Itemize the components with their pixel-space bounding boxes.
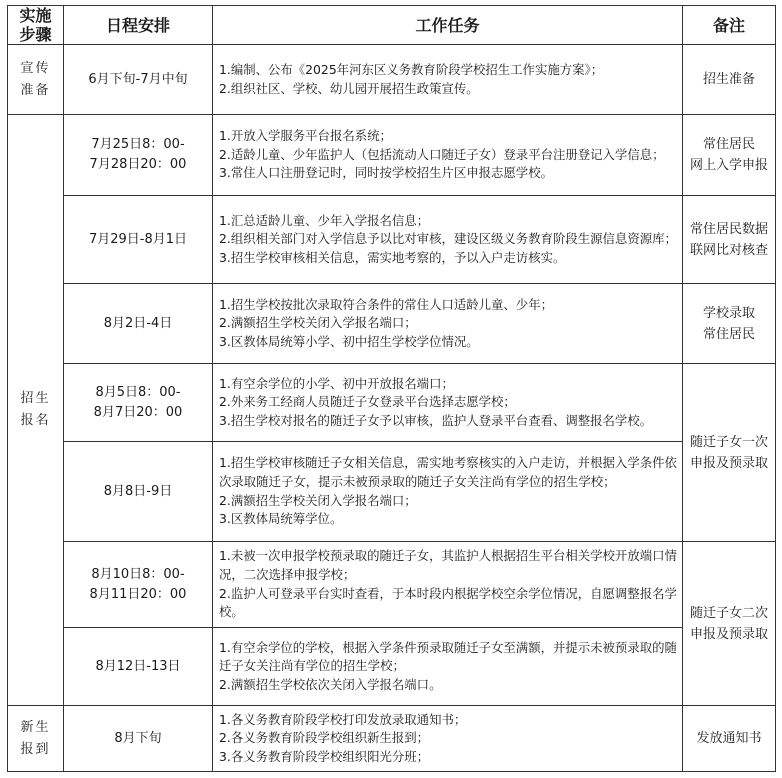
- step-cell: [8, 115, 64, 706]
- tasks-cell: [213, 115, 683, 196]
- text-line: 8月10日8：00-: [91, 566, 185, 582]
- table-row: [8, 706, 776, 772]
- task-item: 3.区教体局统筹小学、初中招生学校学位情况。: [219, 333, 479, 349]
- text-line: 8月2日-4日: [103, 315, 173, 331]
- text-line: 常住居民: [702, 326, 755, 342]
- text-line: 招生: [20, 391, 51, 406]
- header-note: 备注: [683, 6, 776, 45]
- text-line: 报名: [20, 413, 51, 428]
- schedule-cell: [64, 115, 213, 196]
- task-item: 2.组织社区、学校、幼儿园开展招生政策宣传。: [219, 80, 479, 96]
- task-item: 1.有空余学位的小学、初中开放报名端口；: [219, 375, 454, 391]
- task-item: 2.监护人可登录平台实时查看，于本时段内根据学校空余学位情况，自愿调整报名学校。: [219, 585, 677, 620]
- task-item: 1.未被一次申报学校预录取的随迁子女，其监护人根据招生平台相关学校开放端口情况，二次选择申报学校；: [219, 548, 677, 582]
- text-line: 8月5日8：00-: [95, 384, 181, 400]
- task-item: 1.汇总适龄儿童、少年入学报名信息；: [219, 212, 430, 228]
- text-line: 8月8日-9日: [103, 483, 173, 499]
- text-line: 新生: [20, 719, 51, 735]
- schedule-cell: [64, 542, 213, 628]
- task-item: 2.满额招生学校关闭入学报名端口；: [219, 315, 417, 331]
- note-cell: [683, 284, 776, 364]
- text-line: 常住居民: [702, 137, 755, 152]
- enrollment-schedule-table: [7, 5, 776, 772]
- tasks-cell: [213, 628, 683, 706]
- tasks-cell: [213, 364, 683, 442]
- tasks-cell: [213, 196, 683, 284]
- header-tasks: 工作任务: [213, 6, 683, 45]
- note-cell: [683, 364, 776, 542]
- text-line: 步骤: [19, 25, 52, 44]
- task-item: 1.招生学校按批次录取符合条件的常住人口适龄儿童、少年；: [219, 296, 553, 312]
- tasks-cell: [213, 706, 683, 772]
- task-item: 2.外来务工经商人员随迁子女登录平台选择志愿学校；: [219, 394, 516, 410]
- note-cell: [683, 542, 776, 706]
- tasks-cell: [213, 442, 683, 542]
- text-line: 网上入学申报: [689, 158, 768, 173]
- task-item: 3.招生学校审核相关信息，需实地考察的，予以入户走访核实。: [219, 249, 566, 265]
- text-line: 准备: [20, 82, 51, 98]
- table-row: [8, 364, 776, 442]
- tasks-cell: [213, 45, 683, 115]
- table-row: [8, 45, 776, 115]
- note-cell: [683, 115, 776, 196]
- text-line: 8月7日20：00: [93, 404, 183, 420]
- table-row: [8, 196, 776, 284]
- task-item: 2.各义务教育阶段学校组织新生报到；: [219, 730, 430, 746]
- task-item: 1.有空余学位的学校，根据入学条件预录取随迁子女至满额，并提示未被预录取的随迁子女关注尚有学位的招生学校；: [219, 639, 677, 674]
- task-item: 3.区教体局统筹学位。: [219, 511, 343, 527]
- text-line: 随迁子女一次申报及预录取: [689, 434, 768, 471]
- table-row: [8, 628, 776, 706]
- schedule-cell: [64, 196, 213, 284]
- note-cell: [683, 45, 776, 115]
- schedule-cell: [64, 442, 213, 542]
- text-line: 招生准备: [702, 72, 755, 87]
- task-item: 3.招生学校对报名的随迁子女予以审核，监护人登录平台查看、调整报名学校。: [219, 412, 653, 428]
- task-item: 1.各义务教育阶段学校打印发放录取通知书；: [219, 711, 467, 727]
- text-line: 6月下旬-7月中旬: [88, 71, 188, 87]
- text-line: 宣传: [20, 60, 51, 76]
- text-line: 7月28日20：00: [89, 157, 187, 172]
- task-item: 1.开放入学服务平台报名系统；: [219, 128, 392, 144]
- text-line: 8月12日-13日: [95, 658, 181, 674]
- table-row: [8, 542, 776, 628]
- schedule-cell: [64, 628, 213, 706]
- note-cell: [683, 706, 776, 772]
- schedule-cell: [64, 364, 213, 442]
- text-line: 7月29日-8月1日: [88, 231, 188, 247]
- text-line: 常住居民数据联网比对核查: [689, 221, 768, 258]
- task-item: 2.满额招生学校依次关闭入学报名端口。: [219, 676, 442, 692]
- text-line: 8月11日20：00: [89, 586, 187, 602]
- task-item: 3.常住人口注册登记时，同时按学校招生片区申报志愿学校。: [219, 165, 553, 181]
- task-item: 1.招生学校审核随迁子女相关信息，需实地考察核实的入户走访，并根据入学条件依次录取随迁子女，提示未被预录取的随迁子女关注尚有学位的招生学校；: [219, 455, 677, 489]
- text-line: 发放通知书: [696, 731, 762, 746]
- text-line: 学校录取: [702, 305, 755, 321]
- table-row: [8, 442, 776, 542]
- task-item: 2.组织相关部门对入学信息予以比对审核，建设区级义务教育阶段生源信息资源库；: [219, 231, 677, 247]
- step-cell: [8, 706, 64, 772]
- table-row: [8, 284, 776, 364]
- header-row: [8, 6, 776, 45]
- header-schedule: 日程安排: [64, 6, 213, 45]
- text-line: 随迁子女二次申报及预录取: [689, 605, 768, 642]
- schedule-cell: [64, 284, 213, 364]
- enrollment-schedule-sheet: [7, 5, 775, 773]
- text-line: 8月下旬: [114, 730, 162, 746]
- task-item: 1.编制、公布《2025年河东区义务教育阶段学校招生工作实施方案》；: [219, 61, 604, 77]
- task-item: 3.各义务教育阶段学校组织阳光分班；: [219, 748, 430, 764]
- tasks-cell: [213, 284, 683, 364]
- table-row: [8, 115, 776, 196]
- task-item: 2.满额招生学校关闭入学报名端口；: [219, 492, 417, 508]
- text-line: 7月25日8：00-: [91, 137, 185, 152]
- header-step: [8, 6, 64, 45]
- tasks-cell: [213, 542, 683, 628]
- schedule-cell: [64, 706, 213, 772]
- schedule-cell: [64, 45, 213, 115]
- step-cell: [8, 45, 64, 115]
- text-line: 实施: [19, 6, 52, 25]
- note-cell: [683, 196, 776, 284]
- task-item: 2.适龄儿童、少年监护人（包括流动人口随迁子女）登录平台注册登记入学信息；: [219, 146, 665, 162]
- text-line: 报到: [20, 741, 51, 757]
